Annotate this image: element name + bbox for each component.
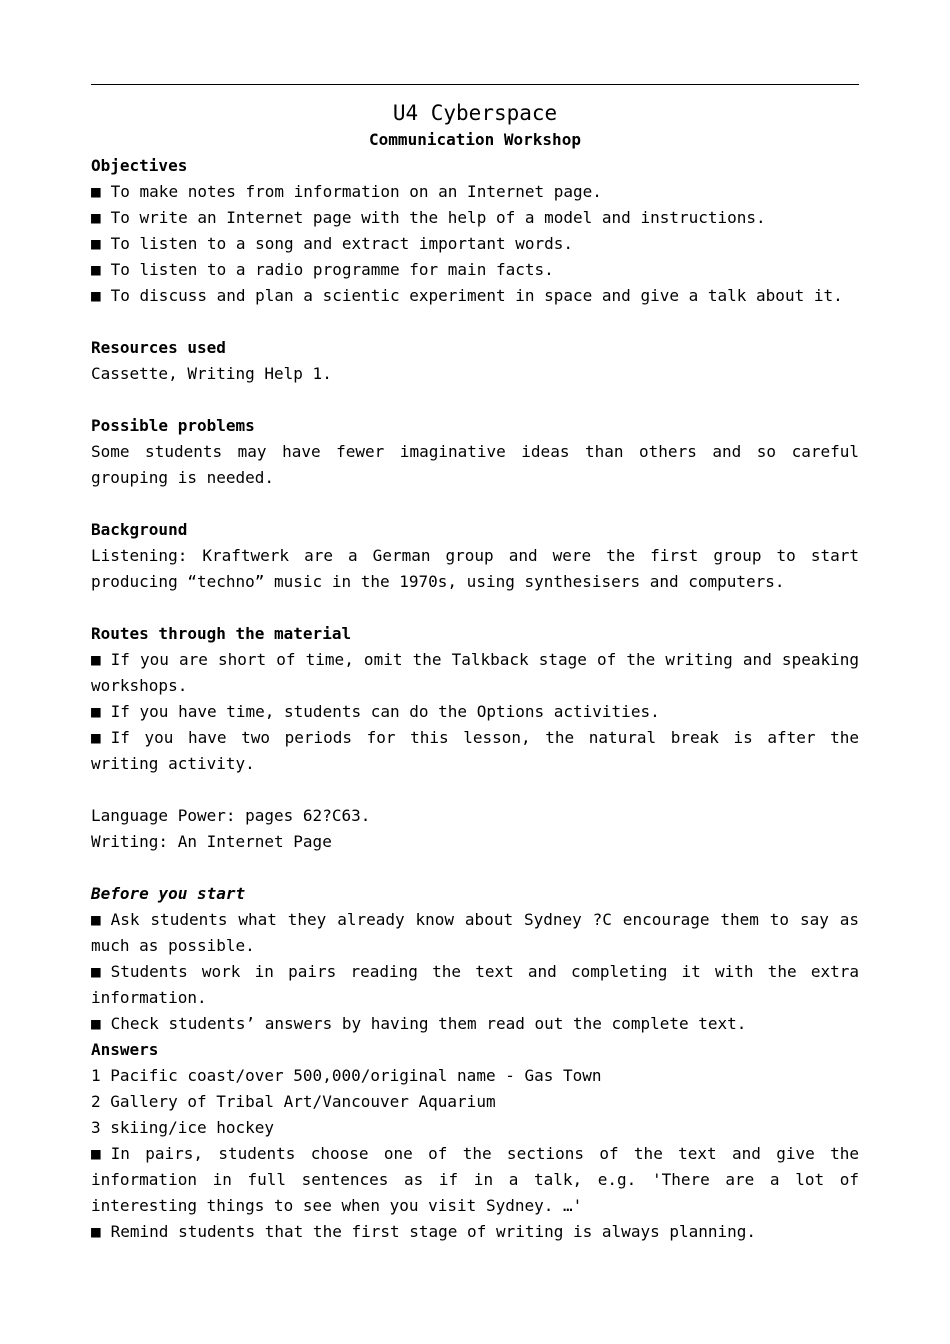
answer-line: 1 Pacific coast/over 500,000/original name - Gas Town: [91, 1066, 602, 1085]
bullet-icon: ■: [91, 234, 101, 253]
bullet-icon: ■: [91, 702, 101, 721]
bullet-icon: ■: [91, 728, 101, 747]
objective-item: ■ To discuss and plan a scientic experiment in space and give a talk about it.: [91, 283, 859, 309]
before-start-item: ■ Ask students what they already know about Sydney ?C encourage them to say as much as possible.: [91, 907, 859, 959]
language-power-line: Language Power: pages 62?C63.: [91, 806, 371, 825]
objective-item: ■ To make notes from information on an Internet page.: [91, 179, 859, 205]
page-subtitle: Communication Workshop: [369, 130, 581, 149]
background-text: Listening: Kraftwerk are a German group and were the first group to start producing “techno” music in the 1970s, using synthesisers and computers.: [91, 546, 859, 591]
before-start-item: ■ Check students’ answers by having them read out the complete text.: [91, 1011, 859, 1037]
answers-item: ■ In pairs, students choose one of the sections of the text and give the information in full sentences as if in a talk, e.g. 'There are a lot of interesting things to see when you visit Sydney. …': [91, 1141, 859, 1219]
bullet-icon: ■: [91, 182, 101, 201]
bullet-icon: ■: [91, 1144, 101, 1163]
objectives-heading: Objectives: [91, 156, 188, 175]
bullet-icon: ■: [91, 1014, 101, 1033]
page-title: U4 Cyberspace: [392, 101, 558, 125]
bullet-icon: ■: [91, 286, 101, 305]
routes-heading: Routes through the material: [91, 624, 352, 643]
bullet-icon: ■: [91, 1222, 101, 1241]
problems-text: Some students may have fewer imaginative ideas than others and so careful grouping is needed.: [91, 442, 859, 487]
objective-item: ■ To write an Internet page with the help of a model and instructions.: [91, 205, 859, 231]
answers-item: ■ Remind students that the first stage of writing is always planning.: [91, 1219, 859, 1245]
routes-item: ■ If you have time, students can do the Options activities.: [91, 699, 859, 725]
before-start-item: ■ Students work in pairs reading the text and completing it with the extra information.: [91, 959, 859, 1011]
answer-line: 2 Gallery of Tribal Art/Vancouver Aquarium: [91, 1092, 496, 1111]
resources-text: Cassette, Writing Help 1.: [91, 364, 332, 383]
background-heading: Background: [91, 520, 188, 539]
document-page: [91, 84, 859, 1245]
bullet-icon: ■: [91, 260, 101, 279]
objective-item: ■ To listen to a radio programme for main facts.: [91, 257, 859, 283]
answers-heading: Answers: [91, 1040, 159, 1059]
bullet-icon: ■: [91, 208, 101, 227]
answer-line: 3 skiing/ice hockey: [91, 1118, 275, 1137]
bullet-icon: ■: [91, 650, 101, 669]
objective-item: ■ To listen to a song and extract important words.: [91, 231, 859, 257]
problems-heading: Possible problems: [91, 416, 255, 435]
resources-heading: Resources used: [91, 338, 226, 357]
before-start-heading: Before you start: [91, 884, 246, 903]
writing-line: Writing: An Internet Page: [91, 832, 332, 851]
bullet-icon: ■: [91, 910, 101, 929]
routes-item: ■ If you are short of time, omit the Talkback stage of the writing and speaking workshops.: [91, 647, 859, 699]
bullet-icon: ■: [91, 962, 101, 981]
routes-item: ■ If you have two periods for this lesson, the natural break is after the writing activity.: [91, 725, 859, 777]
header-rule: [91, 84, 859, 85]
